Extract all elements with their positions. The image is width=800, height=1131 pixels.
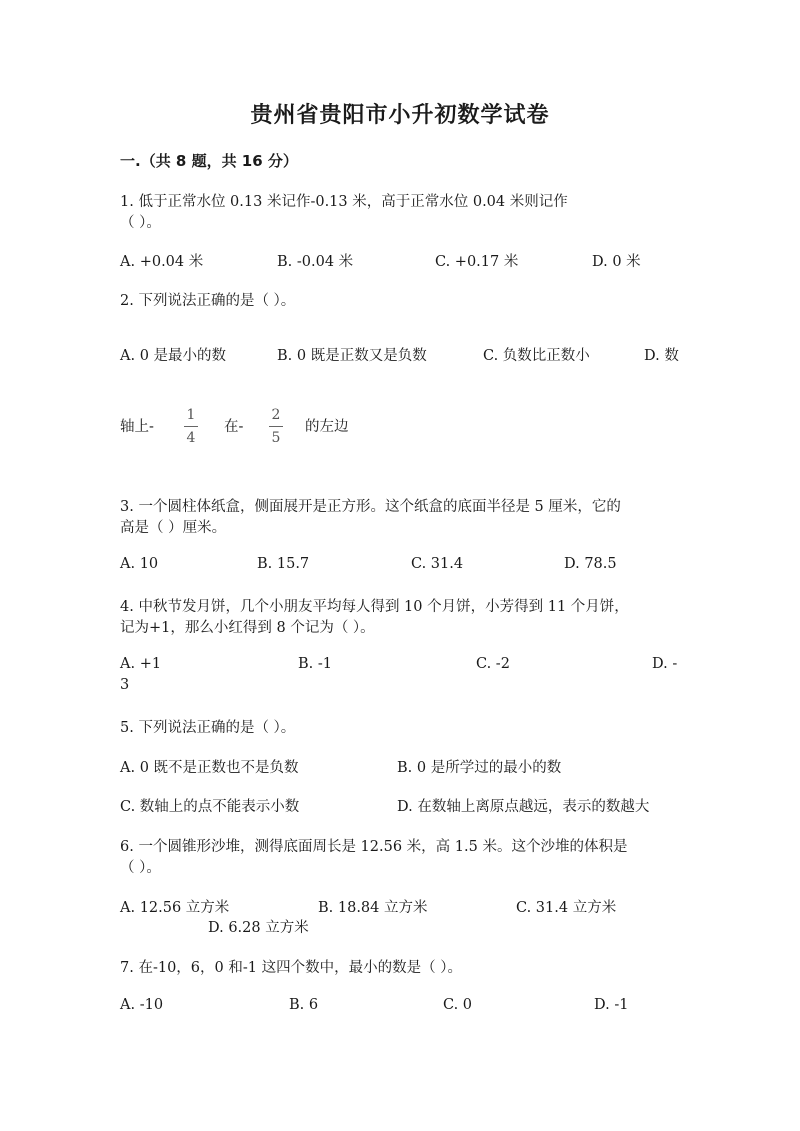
question-4-line2: 记为+1，那么小红得到 8 个记为（ ）。 <box>120 620 375 636</box>
question-6-blank: （ ）。 <box>120 860 161 876</box>
fraction-numerator: 2 <box>271 407 281 423</box>
q7-option-d[interactable]: D. -1 <box>594 997 629 1013</box>
page-title: 贵州省贵阳市小升初数学试卷 <box>250 103 550 128</box>
fraction-denominator: 5 <box>271 430 281 446</box>
q3-option-a[interactable]: A. 10 <box>120 556 159 572</box>
q3-option-b[interactable]: B. 15.7 <box>257 556 310 572</box>
q4-option-c[interactable]: C. -2 <box>476 656 510 672</box>
q6-option-b[interactable]: B. 18.84 立方米 <box>318 900 428 916</box>
fraction-denominator: 4 <box>186 430 196 446</box>
q5-option-c[interactable]: C. 数轴上的点不能表示小数 <box>120 799 300 815</box>
q2-option-d-suffix: 的左边 <box>305 419 349 435</box>
q4-option-d[interactable]: D. - <box>652 656 678 672</box>
q1-option-a[interactable]: A. +0.04 米 <box>120 254 204 270</box>
fraction-two-fifths <box>269 408 283 445</box>
question-3-text: 3. 一个圆柱体纸盒，侧面展开是正方形。这个纸盒的底面半径是 5 厘米，它的 <box>120 499 621 515</box>
fraction-bar <box>184 426 198 427</box>
q6-option-d[interactable]: D. 6.28 立方米 <box>208 920 309 936</box>
q5-option-a[interactable]: A. 0 既不是正数也不是负数 <box>120 760 299 776</box>
question-1-text: 1. 低于正常水位 0.13 米记作-0.13 米，高于正常水位 0.04 米则记作 <box>120 194 568 210</box>
question-3-line2: 高是（ ）厘米。 <box>120 520 227 536</box>
q2-option-b[interactable]: B. 0 既是正数又是负数 <box>277 348 427 364</box>
q1-option-d[interactable]: D. 0 米 <box>592 254 641 270</box>
q3-option-c[interactable]: C. 31.4 <box>411 556 464 572</box>
q4-option-d-cont: 3 <box>120 677 130 693</box>
q6-option-a[interactable]: A. 12.56 立方米 <box>120 900 230 916</box>
q7-option-a[interactable]: A. -10 <box>120 997 164 1013</box>
q1-option-c[interactable]: C. +0.17 米 <box>435 254 519 270</box>
q7-option-b[interactable]: B. 6 <box>289 997 319 1013</box>
q6-option-c[interactable]: C. 31.4 立方米 <box>516 900 617 916</box>
question-2-text: 2. 下列说法正确的是（ ）。 <box>120 293 296 309</box>
q1-option-b[interactable]: B. -0.04 米 <box>277 254 354 270</box>
question-6-text: 6. 一个圆锥形沙堆，测得底面周长是 12.56 米，高 1.5 米。这个沙堆的体积是 <box>120 839 628 855</box>
question-4-text: 4. 中秋节发月饼，几个小朋友平均每人得到 10 个月饼，小芳得到 11 个月饼， <box>120 599 629 615</box>
q2-option-c[interactable]: C. 负数比正数小 <box>483 348 590 364</box>
q4-option-b[interactable]: B. -1 <box>298 656 332 672</box>
fraction-bar <box>269 426 283 427</box>
q2-option-d-mid: 在- <box>224 419 244 435</box>
fraction-numerator: 1 <box>186 407 196 423</box>
fraction-one-quarter <box>184 408 198 445</box>
q2-option-d-prefix: 轴上- <box>120 419 154 435</box>
q4-option-a[interactable]: A. +1 <box>120 656 162 672</box>
q5-option-d[interactable]: D. 在数轴上离原点越远，表示的数越大 <box>397 799 650 815</box>
q3-option-d[interactable]: D. 78.5 <box>564 556 617 572</box>
q2-option-d[interactable]: D. 数 <box>644 348 679 364</box>
q7-option-c[interactable]: C. 0 <box>443 997 473 1013</box>
question-5-text: 5. 下列说法正确的是（ ）。 <box>120 720 296 736</box>
section-heading: 一.（共 8 题，共 16 分） <box>120 152 298 170</box>
q5-option-b[interactable]: B. 0 是所学过的最小的数 <box>397 760 562 776</box>
q2-option-a[interactable]: A. 0 是最小的数 <box>120 348 227 364</box>
question-1-blank: （ ）。 <box>120 215 161 231</box>
question-7-text: 7. 在-10，6，0 和-1 这四个数中，最小的数是（ ）。 <box>120 960 462 976</box>
